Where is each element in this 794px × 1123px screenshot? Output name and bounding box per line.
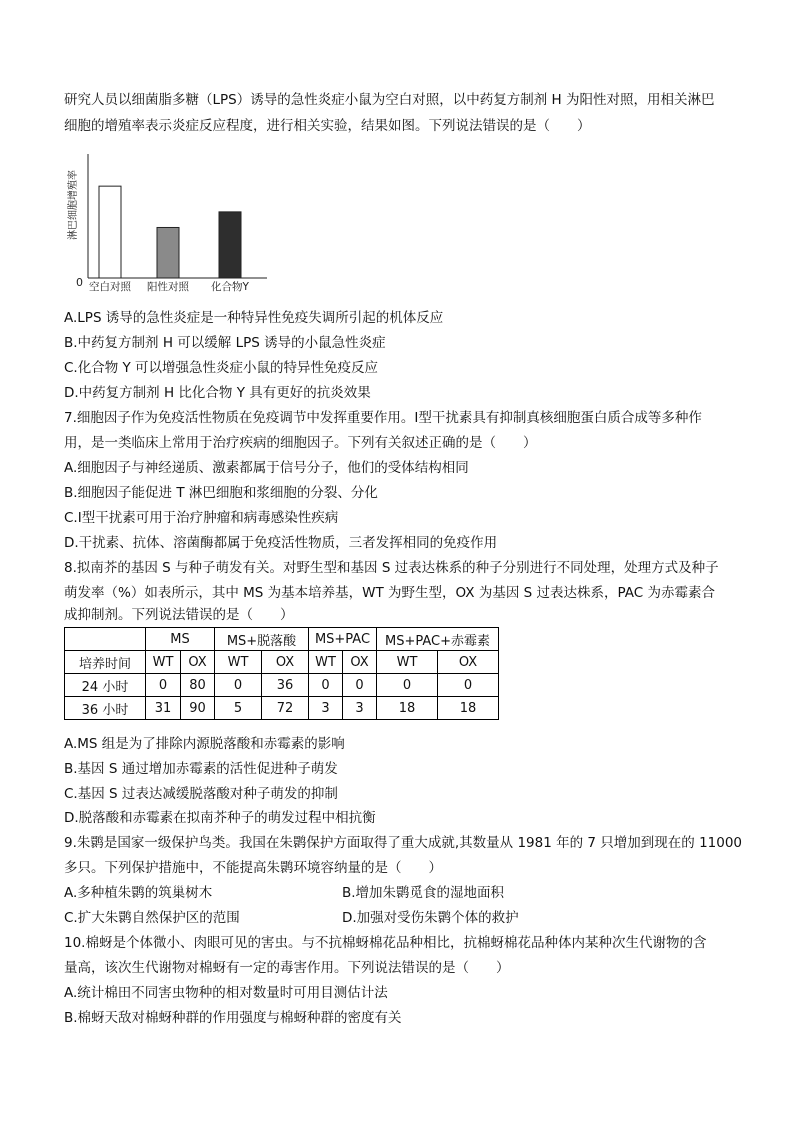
q6-option-a: A.LPS 诱导的急性炎症是一种特异性免疫失调所引起的机体反应	[64, 310, 444, 326]
value-cell: 3	[343, 697, 377, 720]
bar-1	[99, 186, 121, 278]
value-cell: 0	[377, 674, 438, 697]
q9-option-d: D.加强对受伤朱鹮个体的救护	[342, 910, 519, 926]
q6-option-d: D.中药复方制剂 H 比化合物 Y 具有更好的抗炎效果	[64, 385, 371, 401]
value-cell: 5	[215, 697, 262, 720]
table-row	[65, 674, 499, 697]
q10-stem-line2: 量高，该次生代谢物对棉蚜有一定的毒害作用。下列说法错误的是（ ）	[64, 960, 510, 976]
x-tick-label: 空白对照	[89, 281, 131, 293]
value-cell: 3	[309, 697, 343, 720]
x-tick-label: 阳性对照	[147, 281, 189, 293]
group-header: MS	[146, 628, 215, 651]
value-cell: 0	[215, 674, 262, 697]
bar-3	[219, 212, 241, 278]
q8-option-b: B.基因 S 通过增加赤霉素的活性促进种子萌发	[64, 761, 338, 777]
q7-option-a: A.细胞因子与神经递质、激素都属于信号分子，他们的受体结构相同	[64, 460, 469, 476]
sub-header: WT	[377, 651, 438, 674]
value-cell: 31	[146, 697, 181, 720]
q8-option-d: D.脱落酸和赤霉素在拟南芥种子的萌发过程中相抗衡	[64, 810, 376, 826]
chart-ylabel: 淋巴细胞增殖率	[68, 170, 79, 240]
q9-option-a: A.多种植朱鹮的筑巢树木	[64, 885, 213, 901]
q8-stem-line3: 成抑制剂。下列说法错误的是（ ）	[64, 607, 294, 623]
q9-stem-line1: 9.朱鹮是国家一级保护鸟类。我国在朱鹮保护方面取得了重大成就,其数量从 1981 年的 7 只增加到现在的 11000	[64, 835, 743, 851]
group-header: MS+PAC+赤霉素	[377, 628, 499, 651]
value-cell: 36	[262, 674, 309, 697]
value-cell: 90	[181, 697, 215, 720]
value-cell: 18	[377, 697, 438, 720]
q6-stem-line2: 细胞的增殖率表示炎症反应程度，进行相关实验，结果如图。下列说法错误的是（ ）	[64, 118, 591, 134]
sub-header: WT	[215, 651, 262, 674]
value-cell: 0	[146, 674, 181, 697]
value-cell: 18	[438, 697, 499, 720]
q7-option-c: C.Ⅰ型干扰素可用于治疗肿瘤和病毒感染性疾病	[64, 510, 339, 526]
time-cell: 36 小时	[65, 697, 146, 720]
q7-option-d: D.干扰素、抗体、溶菌酶都属于免疫活性物质，三者发挥相同的免疫作用	[64, 535, 498, 551]
sub-header: OX	[438, 651, 499, 674]
q7-option-b: B.细胞因子能促进 T 淋巴细胞和浆细胞的分裂、分化	[64, 485, 378, 501]
bar-2	[157, 227, 179, 278]
group-header: MS+PAC	[309, 628, 377, 651]
x-tick-label: 化合物Y	[211, 281, 249, 293]
value-cell: 0	[343, 674, 377, 697]
row-header: 培养时间	[65, 651, 146, 674]
q8-option-c: C.基因 S 过表达减缓脱落酸对种子萌发的抑制	[64, 786, 338, 802]
q8-stem-line1: 8.拟南芥的基因 S 与种子萌发有关。对野生型和基因 S 过表达株系的种子分别进行不同处理，处理方式及种子	[64, 560, 719, 576]
chart-origin-label: 0	[76, 276, 83, 289]
q10-option-b: B.棉蚜天敌对棉蚜种群的作用强度与棉蚜种群的密度有关	[64, 1010, 402, 1026]
q6-option-c: C.化合物 Y 可以增强急性炎症小鼠的特异性免疫反应	[64, 360, 379, 376]
sub-header: OX	[262, 651, 309, 674]
sub-header: OX	[181, 651, 215, 674]
q7-stem-line2: 用，是一类临床上常用于治疗疾病的细胞因子。下列有关叙述正确的是（ ）	[64, 435, 537, 451]
q10-stem-line1: 10.棉蚜是个体微小、肉眼可见的害虫。与不抗棉蚜棉花品种相比，抗棉蚜棉花品种体内某种次生代谢物的含	[64, 935, 707, 951]
table-corner	[65, 628, 146, 651]
germination-table	[64, 627, 499, 720]
q7-stem-line1: 7.细胞因子作为免疫活性物质在免疫调节中发挥重要作用。Ⅰ型干扰素具有抑制真核细胞蛋白质合成等多种作	[64, 410, 702, 426]
sub-header: OX	[343, 651, 377, 674]
bar-chart	[62, 148, 272, 294]
time-cell: 24 小时	[65, 674, 146, 697]
q9-option-b: B.增加朱鹮觅食的湿地面积	[342, 885, 505, 901]
sub-header: WT	[309, 651, 343, 674]
value-cell: 80	[181, 674, 215, 697]
q9-option-c: C.扩大朱鹮自然保护区的范围	[64, 910, 240, 926]
q8-stem-line2: 萌发率（%）如表所示，其中 MS 为基本培养基，WT 为野生型，OX 为基因 S 过表达株系，PAC 为赤霉素合	[64, 585, 715, 601]
group-header: MS+脱落酸	[215, 628, 309, 651]
q6-option-b: B.中药复方制剂 H 可以缓解 LPS 诱导的小鼠急性炎症	[64, 335, 386, 351]
value-cell: 0	[438, 674, 499, 697]
value-cell: 0	[309, 674, 343, 697]
q8-option-a: A.MS 组是为了排除内源脱落酸和赤霉素的影响	[64, 736, 345, 752]
table-row	[65, 697, 499, 720]
q10-option-a: A.统计棉田不同害虫物种的相对数量时可用目测估计法	[64, 985, 388, 1001]
q6-stem-line1: 研究人员以细菌脂多糖（LPS）诱导的急性炎症小鼠为空白对照，以中药复方制剂 H 为阳性对照，用相关淋巴	[64, 92, 715, 108]
value-cell: 72	[262, 697, 309, 720]
sub-header: WT	[146, 651, 181, 674]
q9-stem-line2: 多只。下列保护措施中，不能提高朱鹮环境容纳量的是（ ）	[64, 860, 442, 876]
